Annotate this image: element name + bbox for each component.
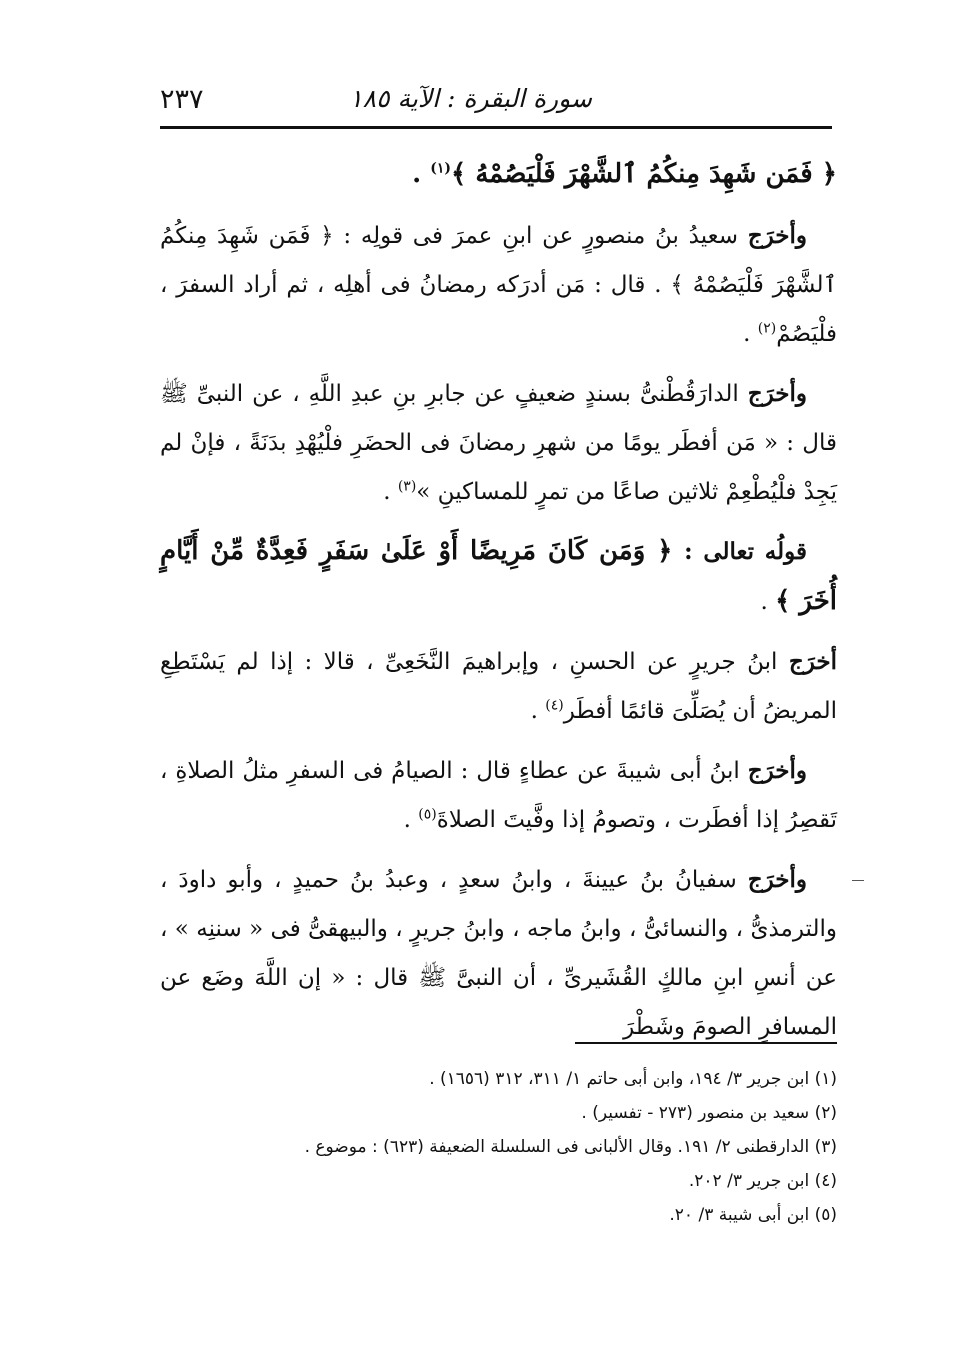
- footnote-3: (٣) الدارقطنى ٢/ ١٩١. وقال الألبانى فى السلسلة الضعيفة (٦٢٣) : موضوع .: [304, 1137, 837, 1157]
- opening-verse: [160, 150, 837, 199]
- paragraph-6-lead: وأخرَج: [747, 866, 807, 893]
- paragraph-4-lead: أخرَج: [788, 648, 837, 675]
- opening-verse-end: .: [412, 159, 431, 189]
- paragraph-3: [160, 527, 837, 627]
- footnote-ref-3: (٣): [397, 478, 417, 495]
- paragraph-6-text: سفيانُ بنُ عيينةَ ، وابنُ سعدٍ ، وعبدُ بنُ حميدٍ ، وأبو داودَ ، والترمذىُّ ، والنسائىُّ ، وابنُ ماجه ، وابنُ جريرٍ ، والبيهقىُّ فى « سننِه » ، عن أنسِ ابنِ مالكٍ القُشَيرىِّ ، أن النبىَّ ﷺ قال : « إن اللَّهَ وضَع عن المسافرِ الصومَ وشَطْرَ: [160, 867, 837, 1040]
- paragraph-5-lead: وأخرَج: [747, 757, 807, 784]
- page-number: ٢٣٧: [160, 84, 204, 115]
- paragraph-3-end: .: [760, 589, 776, 615]
- paragraph-4: [160, 637, 837, 736]
- footnote-separator: [575, 1042, 837, 1044]
- paragraph-2-end: .: [383, 479, 398, 505]
- paragraph-2-text: الدارَقُطْنىُّ بسندٍ ضعيفٍ عن جابرِ بنِ عبدِ اللَّهِ ، عن النبىِّ ﷺ قال : « مَن أفطَر يومًا من شهرِ رمضانَ فى الحضَرِ فلْيُهْدِ بدَنَةً ، فإنْ لم يَجِدْ فلْيُطْعِمْ ثلاثين صاعًا من تمرٍ للمساكينِ »: [160, 381, 837, 505]
- running-title: سورة البقرة : الآية ١٨٥: [349, 84, 592, 113]
- paragraph-2-lead: وأخرَج: [747, 380, 807, 407]
- paragraph-5: [160, 746, 837, 845]
- footnote-ref-4: (٤): [545, 697, 564, 714]
- paragraph-4-end: .: [530, 698, 546, 724]
- paragraph-1-text: سعيدُ بنُ منصورٍ عن ابنِ عمرَ فى قولِه : ﴿ فَمَن شَهِدَ مِنكُمُ ٱلشَّهْرَ فَلْيَصُمْهُ ﴾ . قال : مَن أدرَكه رمضانُ فى أهلِه ، ثم أراد السفرَ ، فلْيَصُمْ: [160, 223, 837, 347]
- page-header: [160, 78, 832, 128]
- paragraph-5-end: .: [403, 807, 419, 833]
- paragraph-6: [160, 855, 837, 1052]
- footnote-ref-2: (٢): [757, 320, 777, 337]
- paragraph-3-verse: ﴿ وَمَن كَانَ مَرِيضًا أَوْ عَلَىٰ سَفَرٍ فَعِدَّةٌ مِّنْ أَيَّامٍ أُخَرَ ﴾: [160, 536, 837, 616]
- footnote-ref-1: (١): [430, 160, 452, 177]
- paragraph-1: [160, 211, 837, 359]
- main-text: [160, 150, 837, 1062]
- footnote-4: (٤) ابن جرير ٣/ ٢٠٢.: [688, 1171, 837, 1191]
- footnote-5: (٥) ابن أبى شيبة ٣/ ٢٠.: [669, 1205, 837, 1225]
- footnote-1: (١) ابن جرير ٣/ ١٩٤، وابن أبى حاتم ١/ ٣١١، ٣١٢ (١٦٥٦) .: [429, 1069, 837, 1089]
- footnote-ref-5: (٥): [418, 806, 437, 823]
- paragraph-1-lead: وأخرَج: [747, 222, 807, 249]
- paragraph-4-text: ابنُ جريرٍ عن الحسنِ ، وإبراهيمَ النَّخَعِىِّ ، قالا : إذا لم يَسْتَطِعِ المريضُ أن يُصَلِّىَ قائمًا أفطَر: [160, 649, 837, 724]
- footnote-2: (٢) سعيد بن منصور (٢٧٣ - تفسير) .: [581, 1103, 837, 1123]
- paragraph-1-end: .: [743, 321, 758, 347]
- footnotes: [160, 1062, 837, 1232]
- paragraph-3-lead: قولُه تعالى :: [684, 538, 807, 565]
- header-rule: [160, 126, 832, 129]
- paragraph-5-text: ابنُ أبى شيبةَ عن عطاءٍ قال : الصيامُ فى السفرِ مثلُ الصلاةِ ، تَقصِرُ إذا أفطَرت ، وتصومُ إذا وفَّيتَ الصلاةَ: [160, 758, 837, 833]
- opening-verse-text: ﴿ فَمَن شَهِدَ مِنكُمُ ٱلشَّهْرَ فَلْيَصُمْهُ ﴾: [451, 159, 837, 189]
- margin-mark: [852, 880, 864, 881]
- paragraph-2: [160, 369, 837, 517]
